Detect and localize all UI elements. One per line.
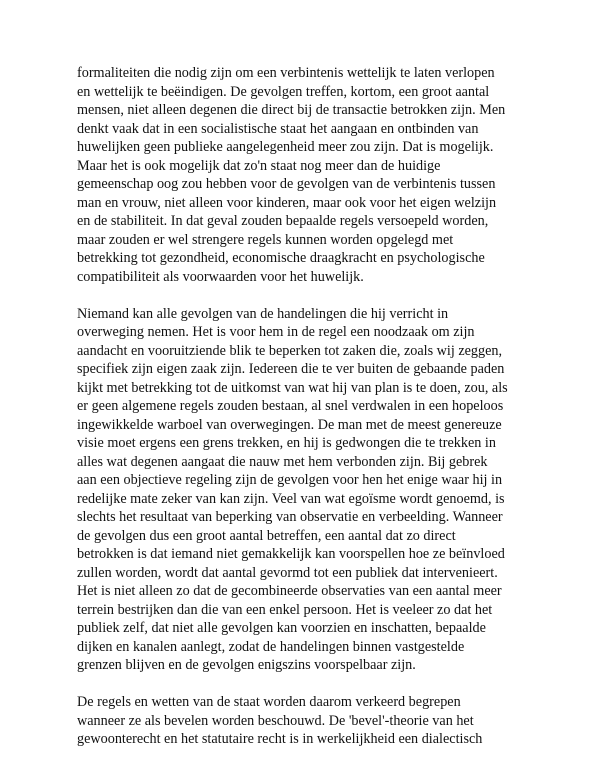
- text-line: gewoonterecht en het statutaire recht is in werkelijkheid een dialectisch: [77, 731, 483, 747]
- text-line: er geen algemene regels zouden bestaan, al snel verdwalen in een hopeloos: [77, 398, 504, 414]
- text-line: de gevolgen dus een groot aantal betreffen, een aantal dat zo direct: [77, 527, 456, 544]
- text-line: alles wat degenen aangaat die nauw met hem verbonden zijn. Bij gebrek: [77, 453, 488, 470]
- text-line: betrokken is dat iemand niet gemakkelijk kan voorspellen hoe ze beïnvloed: [77, 546, 505, 562]
- text-line: gemeenschap oog zou hebben voor de gevolgen van de verbintenis tussen: [77, 176, 496, 192]
- text-line: grenzen blijven en de gevolgen enigszins voorspelbaar zijn.: [77, 657, 416, 673]
- text-line: en de stabiliteit. In dat geval zouden bepaalde regels versoepeld worden,: [77, 213, 489, 229]
- text-line: Maar het is ook mogelijk dat zo'n staat nog meer dan de huidige: [77, 157, 441, 174]
- text-line: Het is niet alleen zo dat de gecombineerde observaties van een aantal meer: [77, 583, 502, 599]
- text-line: maar zouden er wel strengere regels kunnen worden opgelegd met: [77, 231, 454, 248]
- text-line: specifiek zijn eigen zaak zijn. Iedereen die te ver buiten de gebaande paden: [77, 361, 505, 377]
- text-line: en wettelijk te beëindigen. De gevolgen treffen, kortom, een groot aantal: [77, 83, 490, 100]
- text-line: compatibiliteit als voorwaarden voor het huwelijk.: [77, 268, 364, 285]
- text-line: wanneer ze als bevelen worden beschouwd. De 'bevel'-theorie van het: [77, 712, 474, 729]
- text-line: zullen worden, wordt dat aantal gevormd tot een publiek dat intervenieert.: [77, 564, 498, 581]
- text-line: De regels en wetten van de staat worden daarom verkeerd begrepen: [77, 694, 461, 710]
- paragraph: [77, 693, 547, 749]
- text-line: betrekking tot gezondheid, economische draagkracht en psychologische: [77, 250, 485, 266]
- text-line: redelijke mate zeker van kan zijn. Veel van wat egoïsme wordt genoemd, is: [77, 490, 505, 507]
- text-line: aandacht en vooruitziende blik te beperken tot zaken die, zoals wij zeggen,: [77, 342, 503, 359]
- text-line: aan een objectieve regeling zijn de gevolgen voor hen het enige waar hij in: [77, 472, 503, 488]
- paragraph: [77, 305, 547, 675]
- text-line: overweging nemen. Het is voor hem in de regel een noodzaak om zijn: [77, 324, 475, 340]
- text-line: formaliteiten die nodig zijn om een verbintenis wettelijk te laten verlopen: [77, 65, 495, 81]
- paragraph: [77, 64, 547, 286]
- text-line: Niemand kan alle gevolgen van de handelingen die hij verricht in: [77, 305, 449, 322]
- text-line: dijken en kanalen aanlegt, zodat de handelingen binnen vastgestelde: [77, 638, 465, 655]
- text-line: visie moet ergens een grens trekken, en hij is gedwongen die te trekken in: [77, 435, 496, 451]
- text-line: kijkt met betrekking tot de uitkomst van wat hij van plan is te doen, zou, als: [77, 379, 508, 396]
- text-line: slechts het resultaat van beperking van observatie en verbeelding. Wanneer: [77, 509, 503, 525]
- text-line: denkt vaak dat in een socialistische staat het aangaan en ontbinden van: [77, 120, 479, 137]
- text-line: huwelijken geen publieke aangelegenheid meer zou zijn. Dat is mogelijk.: [77, 139, 494, 155]
- text-line: publiek zelf, dat niet alle gevolgen kan voorzien en inschatten, bepaalde: [77, 620, 486, 636]
- text-line: man en vrouw, niet alleen voor kinderen, maar ook voor het eigen welzijn: [77, 194, 497, 211]
- text-line: mensen, niet alleen degenen die direct bij de transactie betrokken zijn. Men: [77, 102, 506, 118]
- text-line: terrein bestrijken dan die van een enkel persoon. Het is veeleer zo dat het: [77, 601, 493, 618]
- document-body: [77, 64, 547, 767]
- text-line: ingewikkelde warboel van overwegingen. De man met de meest genereuze: [77, 416, 502, 433]
